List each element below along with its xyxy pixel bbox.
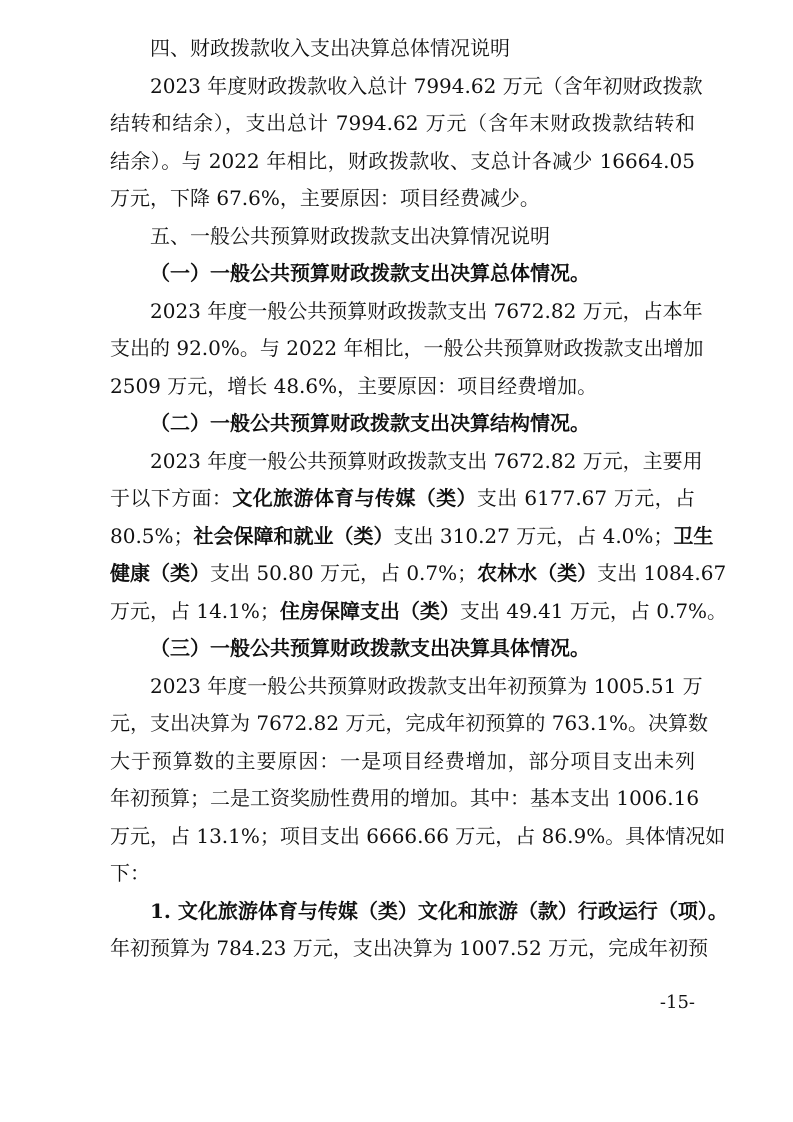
paragraph-line	[110, 480, 695, 518]
paragraph-line: 2023 年度一般公共预算财政拨款支出 7672.82 万元，主要用	[150, 448, 703, 473]
subsection-2-heading: （二）一般公共预算财政拨款支出决算结构情况。	[150, 411, 590, 435]
category-label: 住房保障支出（类）	[279, 598, 460, 623]
subsection-3-heading: （三）一般公共预算财政拨款支出决算具体情况。	[150, 636, 590, 660]
paragraph-line: 2023 年度财政拨款收入总计 7994.62 万元（含年初财政拨款	[150, 73, 703, 98]
paragraph-line	[110, 593, 728, 631]
paragraph-line: 结余）。与 2022 年相比，财政拨款收、支总计各减少 16664.05	[110, 148, 695, 173]
text-run: 于以下方面：	[110, 486, 233, 510]
text-run: 支出 310.27 万元，占 4.0%；	[393, 523, 674, 548]
paragraph-line: 年初预算为 784.23 万元，支出决算为 1007.52 万元，完成年初预	[110, 936, 709, 960]
paragraph-line: 支出的 92.0%。与 2022 年相比，一般公共预算财政拨款支出增加	[110, 336, 704, 360]
text-run: 支出 6177.67 万元，占	[476, 486, 696, 510]
paragraph-line	[110, 518, 714, 556]
category-label: 农林水（类）	[477, 561, 598, 585]
paragraph-line: 年初预算；二是工资奖励性费用的增加。其中：基本支出 1006.16	[110, 786, 700, 810]
paragraph-line: 2509 万元，增长 48.6%，主要原因：项目经费增加。	[110, 373, 598, 398]
paragraph-line: 万元，下降 67.6%，主要原因：项目经费减少。	[110, 186, 540, 210]
paragraph-line: 2023 年度一般公共预算财政拨款支出年初预算为 1005.51 万	[150, 673, 703, 698]
text-run: 支出 49.41 万元，占 0.7%。	[459, 598, 728, 623]
category-label: 卫生	[673, 523, 714, 548]
item-1-heading: 1. 文化旅游体育与传媒（类）文化和旅游（款）行政运行（项）。	[150, 898, 728, 923]
paragraph-line: 结转和结余），支出总计 7994.62 万元（含年末财政拨款结转和	[110, 111, 695, 135]
paragraph-line: 下：	[110, 861, 150, 885]
paragraph-line: 万元，占 13.1%；项目支出 6666.66 万元，占 86.9%。具体情况如	[110, 823, 726, 848]
paragraph-line: 大于预算数的主要原因：一是项目经费增加，部分项目支出未列	[110, 748, 695, 773]
category-label: 健康（类）	[110, 561, 210, 585]
paragraph-line: 元，支出决算为 7672.82 万元，完成年初预算的 763.1%。决算数	[110, 711, 709, 735]
paragraph-line	[110, 555, 727, 593]
subsection-1-heading: （一）一般公共预算财政拨款支出决算总体情况。	[150, 261, 590, 285]
text-run: 万元，占 14.1%；	[110, 598, 280, 623]
section-5-heading: 五、一般公共预算财政拨款支出决算情况说明	[150, 223, 550, 248]
document-page	[110, 30, 728, 968]
paragraph-line: 2023 年度一般公共预算财政拨款支出 7672.82 万元，占本年	[150, 298, 703, 323]
text-run: 支出 50.80 万元，占 0.7%；	[210, 561, 478, 585]
text-run: 支出 1084.67	[597, 561, 727, 585]
page-number: -15-	[659, 992, 695, 1013]
category-label: 文化旅游体育与传媒（类）	[232, 486, 477, 510]
category-label: 社会保障和就业（类）	[193, 523, 394, 548]
text-run: 80.5%；	[110, 523, 194, 548]
section-4-heading: 四、财政拨款收入支出决算总体情况说明	[150, 36, 510, 60]
